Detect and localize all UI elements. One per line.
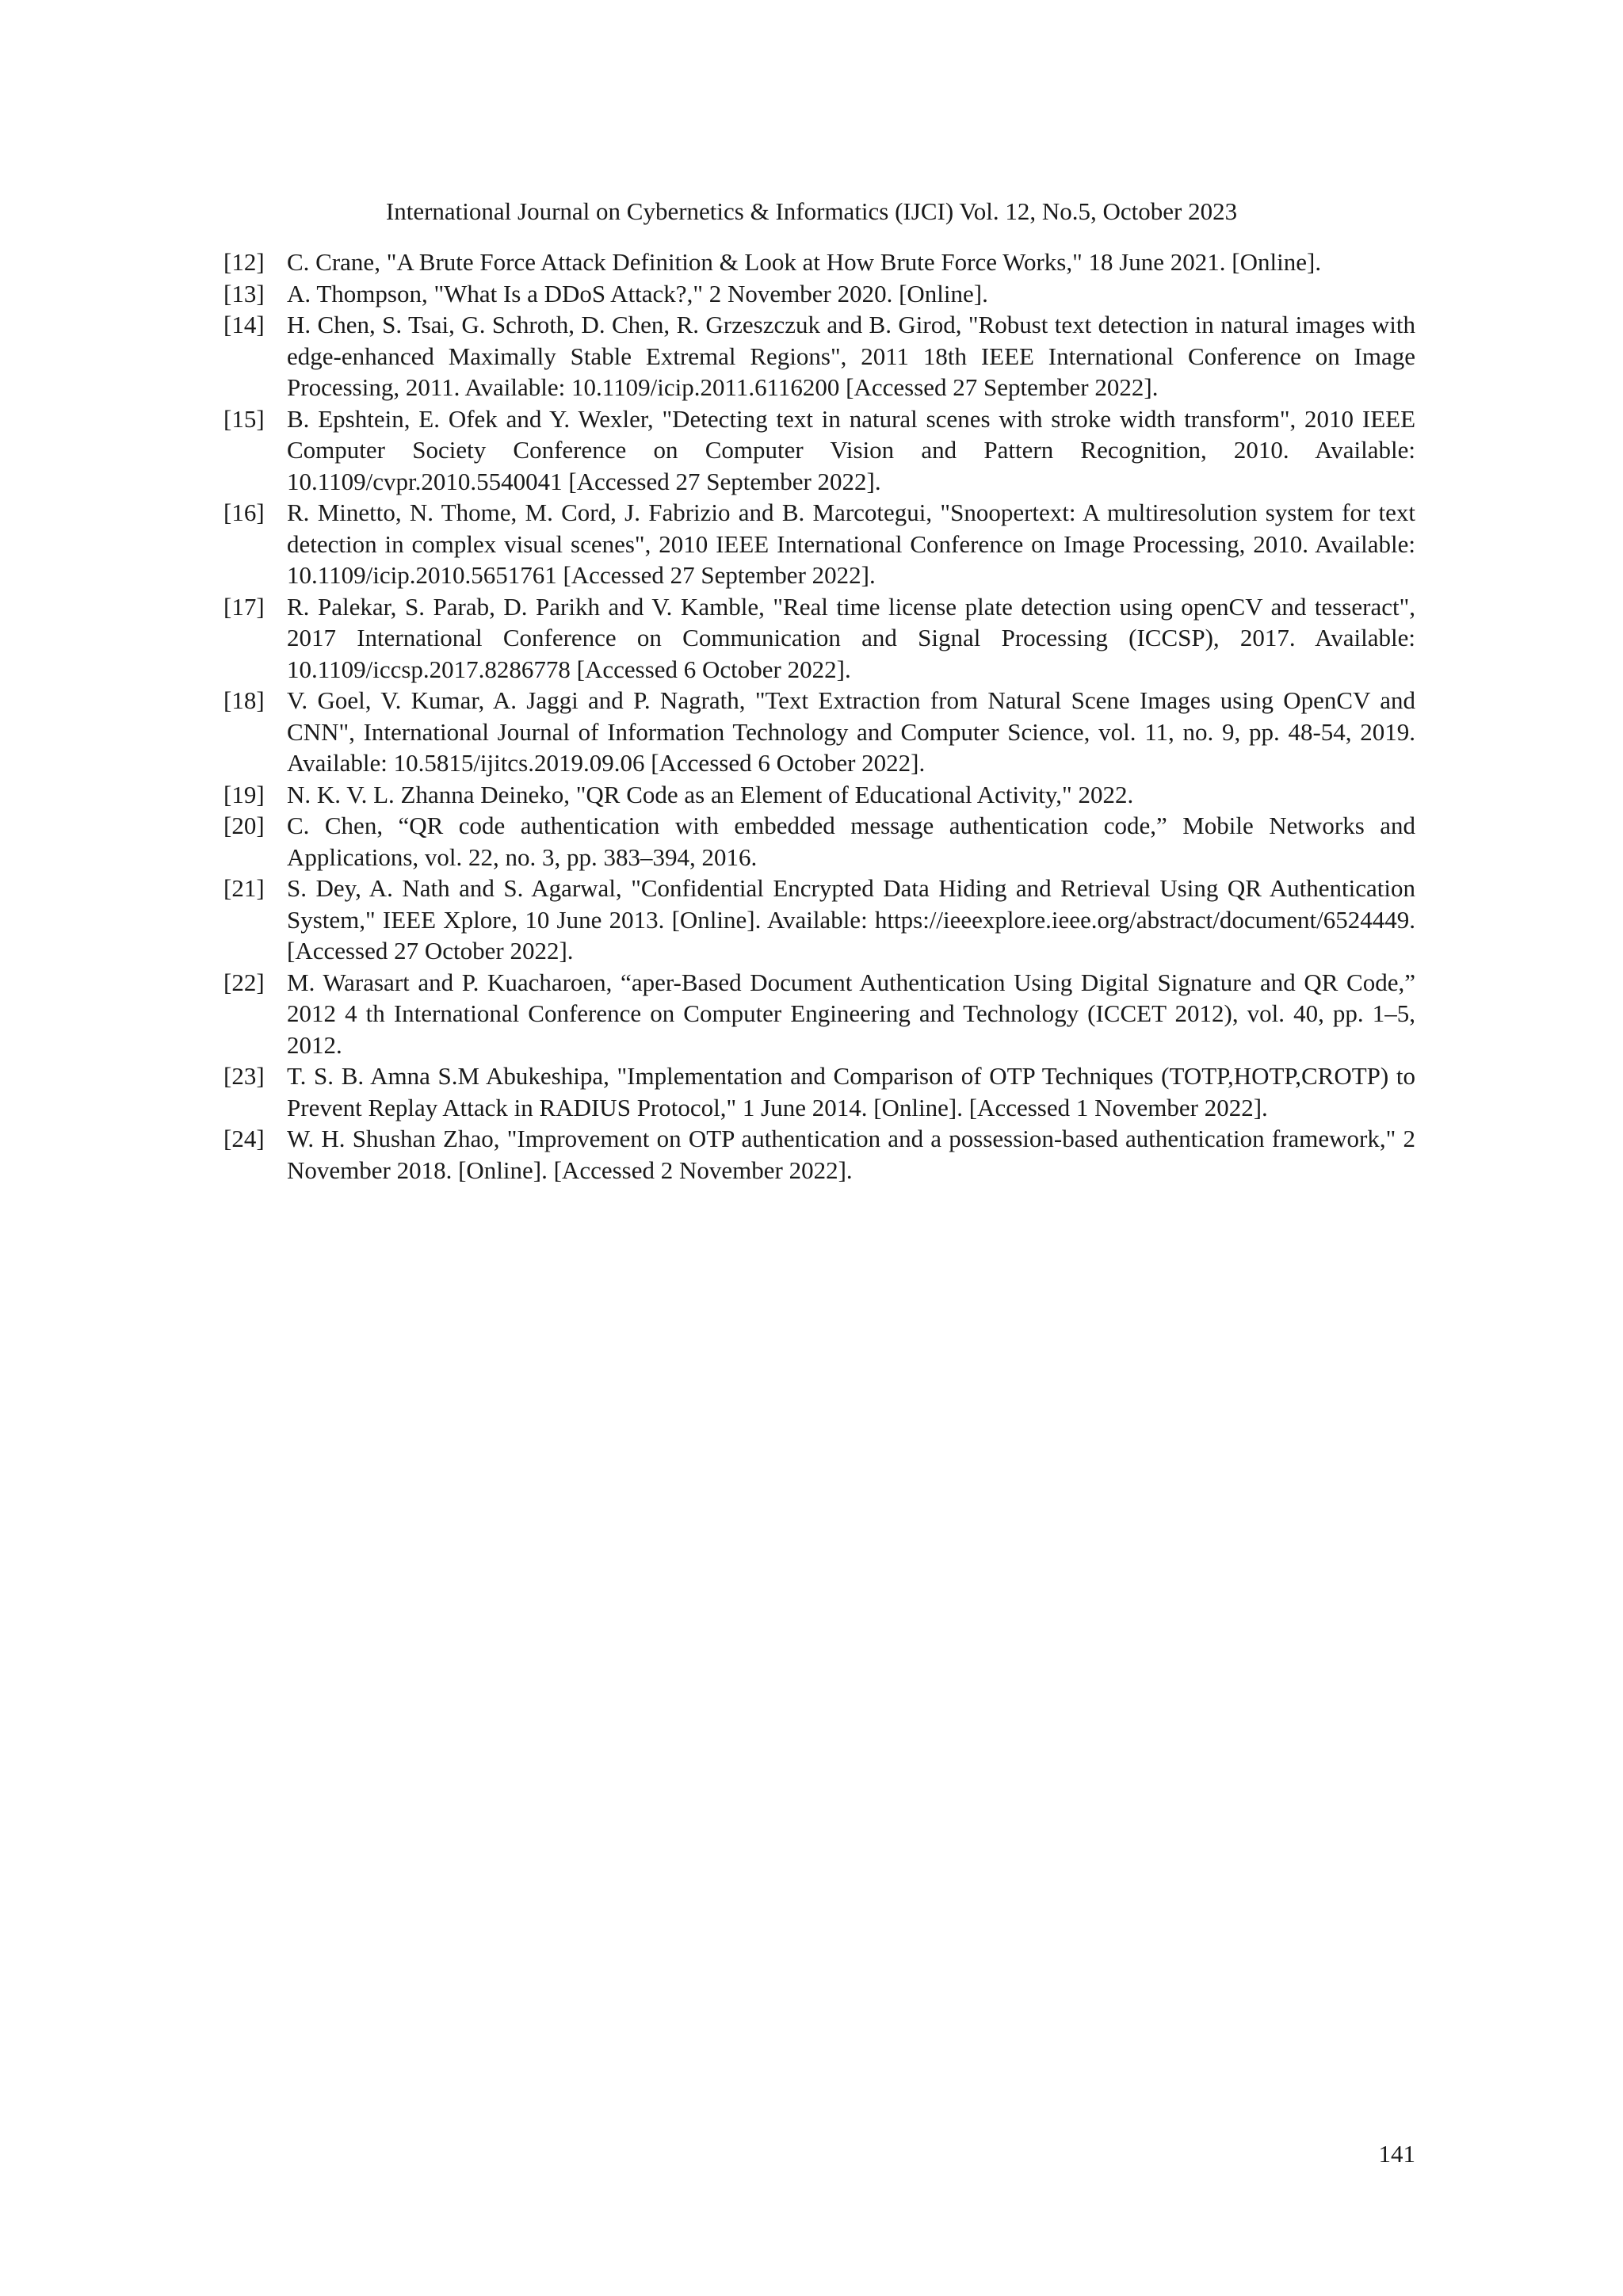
reference-item <box>223 278 1415 310</box>
reference-text: V. Goel, V. Kumar, A. Jaggi and P. Nagrath, "Text Extraction from Natural Scene Images using OpenCV and CNN", International Journal of Information Technology and Computer Science, vol. 11, no. 9, pp. 48-54, 2019. Available: 10.5815/ijitcs.2019.09.06 [Accessed 6 October 2022]. <box>287 686 1415 777</box>
reference-item <box>223 810 1415 873</box>
reference-number: [22] <box>223 968 265 996</box>
reference-item <box>223 309 1415 403</box>
reference-number: [17] <box>223 592 265 621</box>
reference-text: T. S. B. Amna S.M Abukeshipa, "Implementation and Comparison of OTP Techniques (TOTP,HOTP,CROTP) to Prevent Replay Attack in RADIUS Protocol," 1 June 2014. [Online]. [Accessed 1 November 2022]. <box>287 1062 1415 1121</box>
reference-number: [20] <box>223 812 265 839</box>
reference-item <box>223 1060 1415 1123</box>
reference-number: [21] <box>223 874 265 902</box>
reference-number: [12] <box>223 248 265 276</box>
reference-number: [14] <box>223 311 265 338</box>
reference-text: R. Palekar, S. Parab, D. Parikh and V. Kamble, "Real time license plate detection using openCV and tesseract", 2017 International Conference on Communication and Signal Processing (ICCSP), 2017. Available: 10.1109/iccsp.2017.8286778 [Accessed 6 October 2022]. <box>287 592 1415 683</box>
reference-text: C. Chen, “QR code authentication with embedded message authentication code,” Mobile Networks and Applications, vol. 22, no. 3, pp. 383–394, 2016. <box>287 812 1415 871</box>
reference-item <box>223 497 1415 591</box>
reference-item <box>223 246 1415 278</box>
reference-item <box>223 1123 1415 1186</box>
reference-text: W. H. Shushan Zhao, "Improvement on OTP authentication and a possession-based authentication framework," 2 November 2018. [Online]. [Accessed 2 November 2022]. <box>287 1125 1415 1184</box>
reference-item <box>223 403 1415 498</box>
reference-item <box>223 873 1415 967</box>
reference-item <box>223 779 1415 811</box>
reference-text: A. Thompson, "What Is a DDoS Attack?," 2 November 2020. [Online]. <box>287 279 988 308</box>
reference-text: C. Crane, "A Brute Force Attack Definition & Look at How Brute Force Works," 18 June 2021. [Online]. <box>287 248 1322 276</box>
page-number: 141 <box>1378 2140 1415 2168</box>
reference-list <box>223 246 1415 1186</box>
reference-item <box>223 591 1415 686</box>
reference-number: [15] <box>223 404 265 433</box>
reference-text: S. Dey, A. Nath and S. Agarwal, "Confidential Encrypted Data Hiding and Retrieval Using QR Authentication System," IEEE Xplore, 10 June 2013. [Online]. Available: https://ieeexplore.ieee.org/abstract/document/6524449. [Accessed 27 October 2022]. <box>287 874 1415 965</box>
reference-text: H. Chen, S. Tsai, G. Schroth, D. Chen, R. Grzeszczuk and B. Girod, "Robust text detection in natural images with edge-enhanced Maximally Stable Extremal Regions", 2011 18th IEEE International Conference on Image Processing, 2011. Available: 10.1109/icip.2011.6116200 [Accessed 27 September 2022]. <box>287 311 1415 401</box>
reference-item <box>223 967 1415 1061</box>
reference-item <box>223 685 1415 779</box>
reference-number: [16] <box>223 499 265 526</box>
reference-number: [23] <box>223 1062 265 1090</box>
reference-text: M. Warasart and P. Kuacharoen, “aper-Based Document Authentication Using Digital Signature and QR Code,” 2012 4 th International Conference on Computer Engineering and Technology (ICCET 2012), vol. 40, pp. 1–5, 2012. <box>287 968 1415 1059</box>
reference-number: [13] <box>223 279 265 308</box>
reference-text: R. Minetto, N. Thome, M. Cord, J. Fabrizio and B. Marcotegui, "Snoopertext: A multiresolution system for text detection in complex visual scenes", 2010 IEEE International Conference on Image Processing, 2010. Available: 10.1109/icip.2010.5651761 [Accessed 27 September 2022]. <box>287 499 1415 589</box>
reference-number: [19] <box>223 780 265 808</box>
running-header: International Journal on Cybernetics & Informatics (IJCI) Vol. 12, No.5, October 2023 <box>385 197 1238 225</box>
reference-text: B. Epshtein, E. Ofek and Y. Wexler, "Detecting text in natural scenes with stroke width transform", 2010 IEEE Computer Society Conference on Computer Vision and Pattern Recognition, 2010. Available: 10.1109/cvpr.2010.5540041 [Accessed 27 September 2022]. <box>287 404 1415 495</box>
reference-text: N. K. V. L. Zhanna Deineko, "QR Code as an Element of Educational Activity," 2022. <box>287 780 1134 808</box>
reference-number: [18] <box>223 686 265 714</box>
reference-number: [24] <box>223 1125 265 1152</box>
